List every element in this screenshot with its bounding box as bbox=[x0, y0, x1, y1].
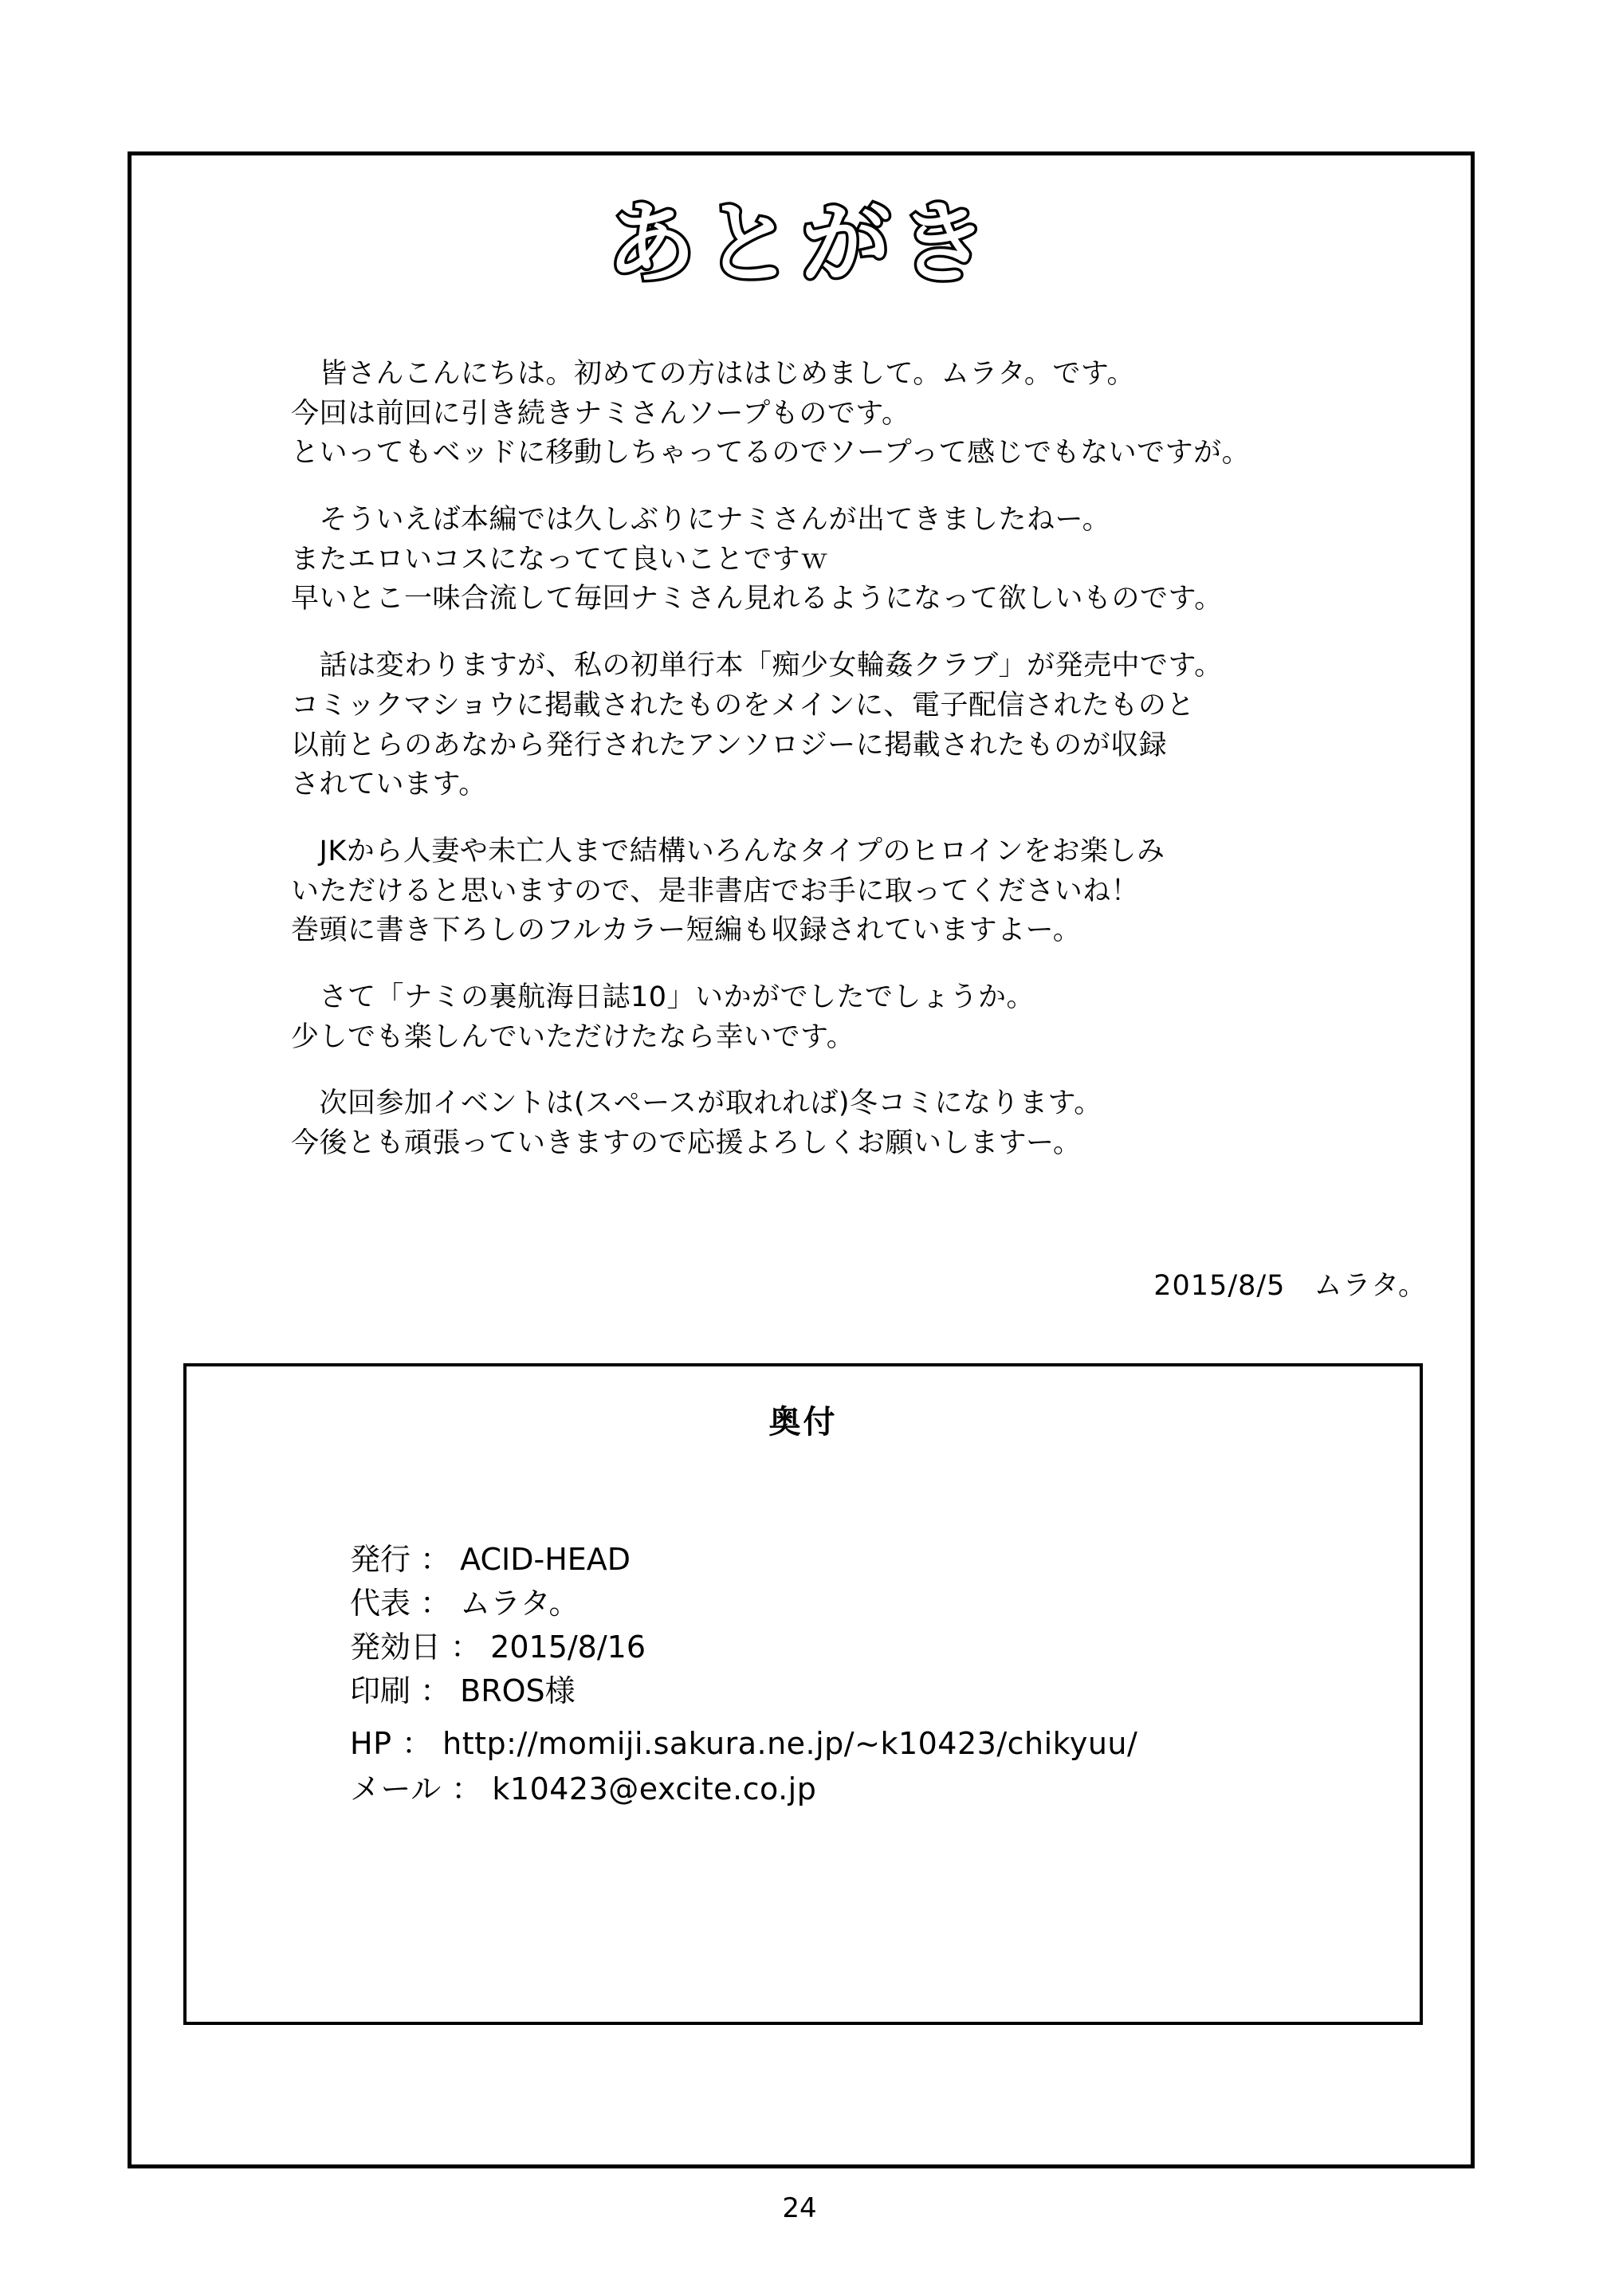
afterword-line: 話は変わりますが、私の初単行本「痴少女輪姦クラブ」が発売中です。 bbox=[291, 650, 1223, 682]
afterword-line: そういえば本編では久しぶりにナミさんが出てきましたねー。 bbox=[291, 504, 1111, 537]
afterword-line: 少しでも楽しんでいただけたなら幸いです。 bbox=[291, 1020, 855, 1053]
afterword-line: さて「ナミの裏航海日誌10」いかがでしたでしょうか。 bbox=[291, 981, 1035, 1013]
colophon-title: 奥付 bbox=[768, 1404, 838, 1441]
afterword-line: されています。 bbox=[291, 769, 487, 801]
afterword-line: またエロいコスになってて良いことですｗ bbox=[291, 543, 829, 576]
afterword-line: 巻頭に書き下ろしのフルカラー短編も収録されていますよー。 bbox=[291, 914, 1082, 947]
colophon-row-homepage[interactable]: HP ： http://momiji.sakura.ne.jp/~k10423/chikyuu/ bbox=[350, 1726, 1138, 1761]
afterword-paragraph bbox=[291, 832, 1367, 951]
colophon-box bbox=[183, 1363, 1423, 2025]
afterword-line: 今回は前回に引き続きナミさんソープものです。 bbox=[291, 397, 910, 430]
afterword-paragraph bbox=[291, 1084, 1367, 1163]
afterword-line: コミックマショウに掲載されたものをメインに、電子配信されたものと bbox=[291, 689, 1195, 721]
afterword-line: 次回参加イベントは(スペースが取れれば)冬コミになります。 bbox=[291, 1087, 1102, 1120]
colophon-contact bbox=[350, 1721, 1137, 1812]
afterword-signature: 2015/8/5 ムラタ。 bbox=[1153, 1270, 1427, 1302]
afterword-line: 今後とも頑張っていきますので応援よろしくお願いしますー。 bbox=[291, 1127, 1082, 1159]
afterword-paragraph bbox=[291, 647, 1367, 805]
colophon-row-representative: 代表 ： ムラタ。 bbox=[350, 1586, 579, 1622]
colophon-row-date: 発効日 ： 2015/8/16 bbox=[350, 1630, 646, 1665]
afterword-line: 皆さんこんにちは。初めての方ははじめまして。ムラタ。です。 bbox=[291, 358, 1136, 390]
afterword-line: といってもベッドに移動しちゃってるのでソープって感じでもないですが。 bbox=[291, 437, 1251, 470]
afterword-paragraph bbox=[291, 978, 1367, 1057]
afterword-line: 早いとこ一味合流して毎回ナミさん見れるようになって欲しいものです。 bbox=[291, 583, 1223, 615]
afterword-paragraph bbox=[291, 501, 1367, 619]
afterword-title: あとがき bbox=[607, 192, 996, 296]
afterword-line: 以前とらのあなから発行されたアンソロジーに掲載されたものが収録 bbox=[291, 729, 1168, 761]
colophon-row-printer: 印刷 ： BROS様 bbox=[350, 1673, 576, 1709]
afterword-line: いただけると思いますので、是非書店でお手に取ってくださいね！ bbox=[291, 875, 1140, 907]
colophon-row-publisher: 発行 ： ACID-HEAD bbox=[350, 1542, 631, 1577]
colophon-row-email[interactable]: メール ： k10423@excite.co.jp bbox=[350, 1771, 817, 1807]
afterword-body bbox=[291, 355, 1367, 1191]
colophon-credits bbox=[350, 1538, 646, 1713]
page-border-frame bbox=[128, 151, 1475, 2168]
afterword-line: JKから人妻や未亡人まで結構いろんなタイプのヒロインをお楽しみ bbox=[291, 835, 1165, 867]
afterword-paragraph bbox=[291, 355, 1367, 474]
page-number: 24 bbox=[782, 2192, 817, 2224]
